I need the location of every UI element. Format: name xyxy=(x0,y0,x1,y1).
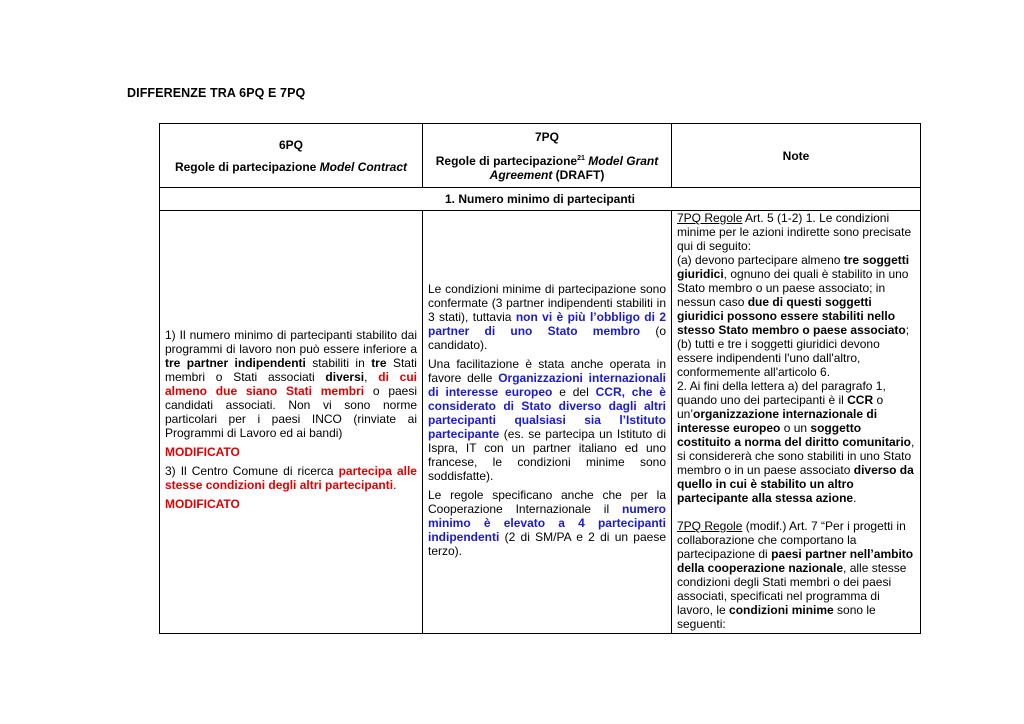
cell-7pq xyxy=(423,211,672,634)
cell-6pq xyxy=(160,211,423,634)
header-note: Note xyxy=(672,124,921,188)
header-6pq xyxy=(160,124,423,188)
note-art7: 7PQ Regole (modif.) Art. 7 “Per i progetti in collaborazione che comportano la partecipazione di paesi partner nell’ambito della cooperazione nazionale, alle stesse condizioni degli Stati membri o dei paesi associati, specificati nel programma di lavoro, le condizioni minime sono le seguenti: xyxy=(677,519,914,631)
modified-label-1: MODIFICATO xyxy=(165,445,240,459)
rule-7pq-2: Una facilitazione è stata anche operata in favore delle Organizzazioni internazionali di interesse europeo e del CCR, che è considerato di Stato diverso dagli altri partecipanti qualsiasi sia l’Istituto partecipante (es. se partecipa un Istituto di Ispra, IT con un partner italiano ed uno francese, le condizioni minime sono soddisfatte). xyxy=(428,356,666,483)
section-row xyxy=(160,188,921,211)
page-title: DIFFERENZE TRA 6PQ E 7PQ xyxy=(127,86,306,100)
modified-label-2: MODIFICATO xyxy=(165,497,240,511)
cell-note xyxy=(672,211,921,634)
rule-6pq-3: 3) Il Centro Comune di ricerca partecipa alle stesse condizioni degli altri partecipanti. xyxy=(165,464,417,492)
header-6pq-label: 6PQ xyxy=(278,137,303,152)
comparison-table xyxy=(159,123,921,634)
header-7pq-label: 7PQ xyxy=(534,129,559,144)
header-7pq xyxy=(423,124,672,188)
header-6pq-rules: Regole di partecipazione Model Contract xyxy=(174,159,408,174)
rule-6pq-1: 1) Il numero minimo di partecipanti stabilito dai programmi di lavoro non può essere inferiore a tre partner indipendenti stabiliti in tre Stati membri o Stati associati diversi, di cui almeno due siano Stati membri o paesi candidati associati. Non vi sono norme particolari per i paesi INCO (rinviate ai Programmi di Lavoro ed ai bandi) xyxy=(165,328,418,440)
header-7pq-rules: Regole di partecipazione$^{21}$ Model Grant Agreement (DRAFT) xyxy=(435,153,659,182)
rule-7pq-3: Le regole specificano anche che per la Cooperazione Internazionale il numero minimo è elevato a 4 partecipanti indipendenti (2 di SM/PA e 2 di un paese terzo). xyxy=(428,487,666,558)
footnote-ref[interactable]: 21 xyxy=(577,154,585,162)
section-title: 1. Numero minimo di partecipanti xyxy=(160,188,921,211)
content-row xyxy=(160,211,921,634)
rule-7pq-1: Le condizioni minime di partecipazione sono confermate (3 partner indipendenti stabiliti in 3 stati), tuttavia non vi è più l’obbligo di 2 partner di uno Stato membro (o candidato). xyxy=(428,281,667,352)
note-art5: 7PQ Regole Art. 5 (1-2) 1. Le condizioni minime per le azioni indirette sono precisate qui di seguito: (a) devono partecipare almeno tre soggetti giuridici, ognuno dei quali è stabilito in uno Stato membro o un paese associato; in nessun caso due di questi soggetti giuridici possono essere stabiliti nello stesso Stato membro o paese associato; (b) tutti e tre i soggetti giuridici devono essere indipendenti l'uno dall'altro, conformemente all'articolo 6. 2. Ai fini della lettera a) del paragrafo 1, quando uno dei partecipanti è il CCR o un’organizzazione internazionale di interesse europeo o un soggetto costituito a norma del diritto comunitario, si considererà che sono stabiliti in uno Stato membro o in un paese associato diverso da quello in cui è stabilito un altro partecipante alla stessa azione. xyxy=(677,211,915,505)
header-row xyxy=(160,124,921,188)
